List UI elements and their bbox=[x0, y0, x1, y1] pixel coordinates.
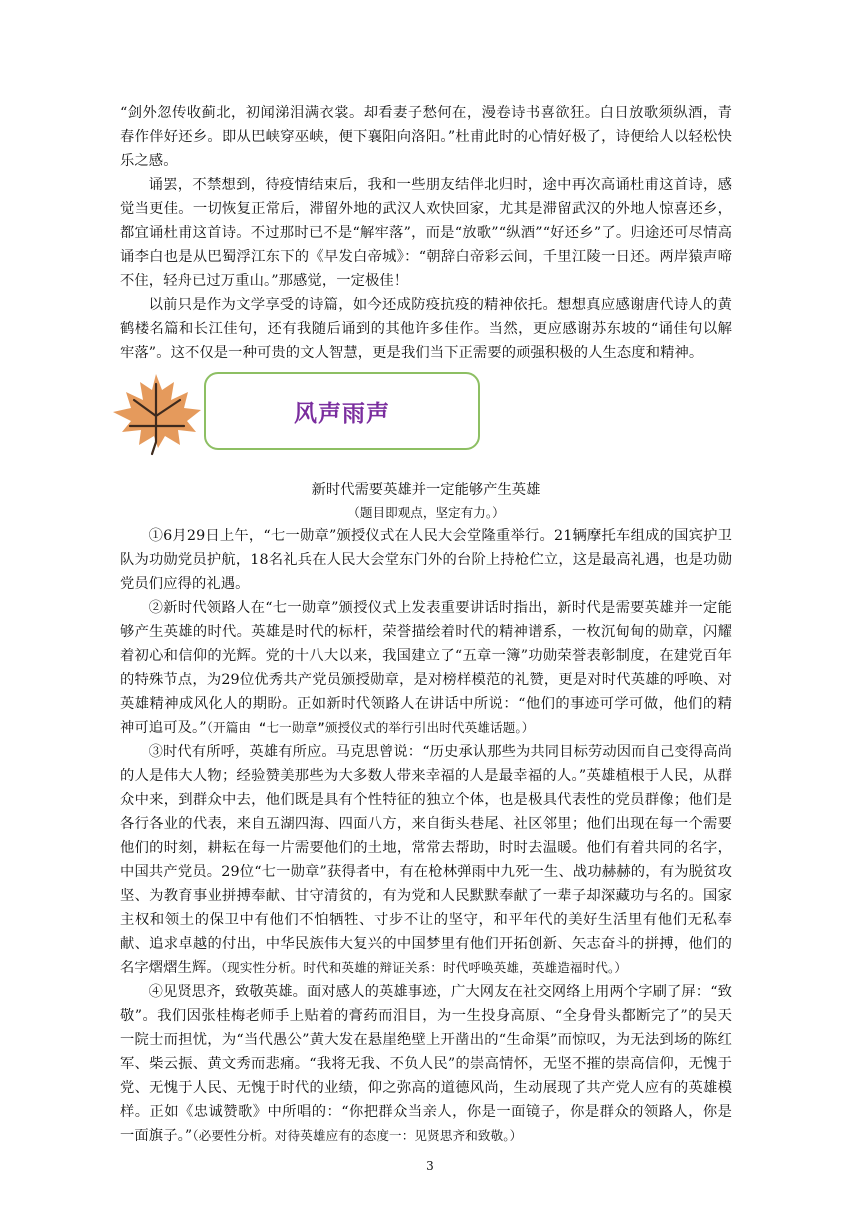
article-paragraph-2 bbox=[120, 596, 732, 740]
intro-paragraph-3: 以前只是作为文学享受的诗篇，如今还成防疫抗疫的精神依托。想想真应感谢唐代诗人的黄鹤楼名篇和长江佳句，还有我随后诵到的其他许多佳作。当然，更应感谢苏东坡的“诵佳句以解牢落”。这不仅是一种可贵的文人智慧，更是我们当下正需要的顽强积极的人生态度和精神。 bbox=[120, 297, 732, 361]
article-paragraph-3 bbox=[120, 740, 732, 980]
paragraph-text: ②新时代领路人在“七一勋章”颁授仪式上发表重要讲话时指出，新时代是需要英雄并一定能够产生英雄的时代。英雄是时代的标杆，荣誉描绘着时代的精神谱系，一枚沉甸甸的勋章，闪耀着初心和信仰的光辉。党的十八大以来，我国建立了“五章一簿”功勋荣誉表彰制度，在建党百年的特殊节点，为29位优秀共产党员颁授勋章，是对榜样模范的礼赞，更是对时代英雄的呼唤、对英雄精神成风化人的期盼。正如新时代领路人在讲话中所说：“他们的事迹可学可做，他们的精神可追可及。” bbox=[120, 600, 732, 736]
paragraph-annotation: （开篇由 “七一勋章”颁授仪式的举行引出时代英雄话题。） bbox=[206, 720, 535, 735]
page-number: 3 bbox=[426, 1159, 434, 1173]
article-paragraph-4 bbox=[120, 980, 732, 1148]
article-paragraph-1 bbox=[120, 524, 732, 596]
paragraph-annotation: （必要性分析。对待英雄应有的态度一：见贤思齐和致敬。） bbox=[192, 1128, 523, 1143]
section-label: 风声雨声 bbox=[294, 400, 390, 427]
section-banner bbox=[108, 370, 478, 456]
article-subtitle-note: （题目即观点，坚定有力。） bbox=[347, 505, 505, 520]
article-title: 新时代需要英雄并一定能够产生英雄 bbox=[311, 482, 541, 498]
paragraph-text: ①6月29日上午，“七一勋章”颁授仪式在人民大会堂隆重举行。21辆摩托车组成的国宾护卫队为功勋党员护航，18名礼兵在人民大会堂东门外的台阶上持枪伫立，这是最高礼遇，也是功勋党员们应得的礼遇。 bbox=[120, 528, 732, 592]
intro-section bbox=[120, 101, 732, 365]
paragraph-text: ④见贤思齐，致敬英雄。面对感人的英雄事迹，广大网友在社交网络上用两个字刷了屏：“致敬”。我们因张桂梅老师手上贴着的膏药而泪目，为一生投身高原、“全身骨头都断完了”的吴天一院士而担忧，为“当代愚公”黄大发在悬崖绝壁上开凿出的“生命渠”而惊叹，为无法到场的陈红军、柴云振、黄文秀而悲痛。“我将无我、不负人民”的崇高情怀，无坚不摧的崇高信仰，无愧于党、无愧于人民、无愧于时代的业绩，仰之弥高的道德风尚，生动展现了共产党人应有的英雄模样。正如《忠诚赞歌》中所唱的：“你把群众当亲人，你是一面镜子，你是群众的领路人，你是一面旗子。” bbox=[120, 984, 732, 1144]
paragraph-annotation: （现实性分析。时代和英雄的辩证关系：时代呼唤英雄，英雄造福时代。） bbox=[220, 960, 628, 975]
maple-leaf-icon bbox=[108, 370, 204, 456]
intro-paragraph-2: 诵罢，不禁想到，待疫情结束后，我和一些朋友结伴北归时，途中再次高诵杜甫这首诗，感觉当更佳。一切恢复正常后，滞留外地的武汉人欢快回家，尤其是滞留武汉的外地人惊喜还乡，都宜诵杜甫这首诗。不过那时已不是“解牢落”，而是“放歌”“纵酒”“好还乡”了。归途还可尽情高诵李白也是从巴蜀浮江东下的《早发白帝城》：“朝辞白帝彩云间，千里江陵一日还。两岸猿声啼不住，轻舟已过万重山。”那感觉，一定极佳！ bbox=[120, 177, 732, 289]
intro-paragraph-1: “剑外忽传收蓟北，初闻涕泪满衣裳。却看妻子愁何在，漫卷诗书喜欲狂。白日放歌须纵酒，青春作伴好还乡。即从巴峡穿巫峡，便下襄阳向洛阳。”杜甫此时的心情好极了，诗便给人以轻松快乐之感。 bbox=[120, 105, 732, 169]
section-label-box bbox=[204, 372, 480, 450]
article-section bbox=[120, 478, 732, 1148]
paragraph-text: ③时代有所呼，英雄有所应。马克思曾说：“历史承认那些为共同目标劳动因而自己变得高尚的人是伟大人物；经验赞美那些为大多数人带来幸福的人是最幸福的人。”英雄植根于人民，从群众中来，到群众中去，他们既是具有个性特征的独立个体，也是极具代表性的党员群像；他们是各行各业的代表，来自五湖四海、四面八方，来自街头巷尾、社区邻里；他们出现在每一个需要他们的时刻，耕耘在每一片需要他们的土地，常常去帮助，时时去温暖。他们有着共同的名字，中国共产党员。29位“七一勋章”获得者中，有在枪林弹雨中九死一生、战功赫赫的，有为脱贫攻坚、为教育事业拼搏奉献、甘守清贫的，有为党和人民默默奉献了一辈子却深藏功与名的。国家主权和领土的保卫中有他们不怕牺牲、寸步不让的坚守，和平年代的美好生活里有他们无私奉献、追求卓越的付出，中华民族伟大复兴的中国梦里有他们开拓创新、矢志奋斗的拼搏，他们的名字熠熠生辉。 bbox=[120, 744, 732, 976]
